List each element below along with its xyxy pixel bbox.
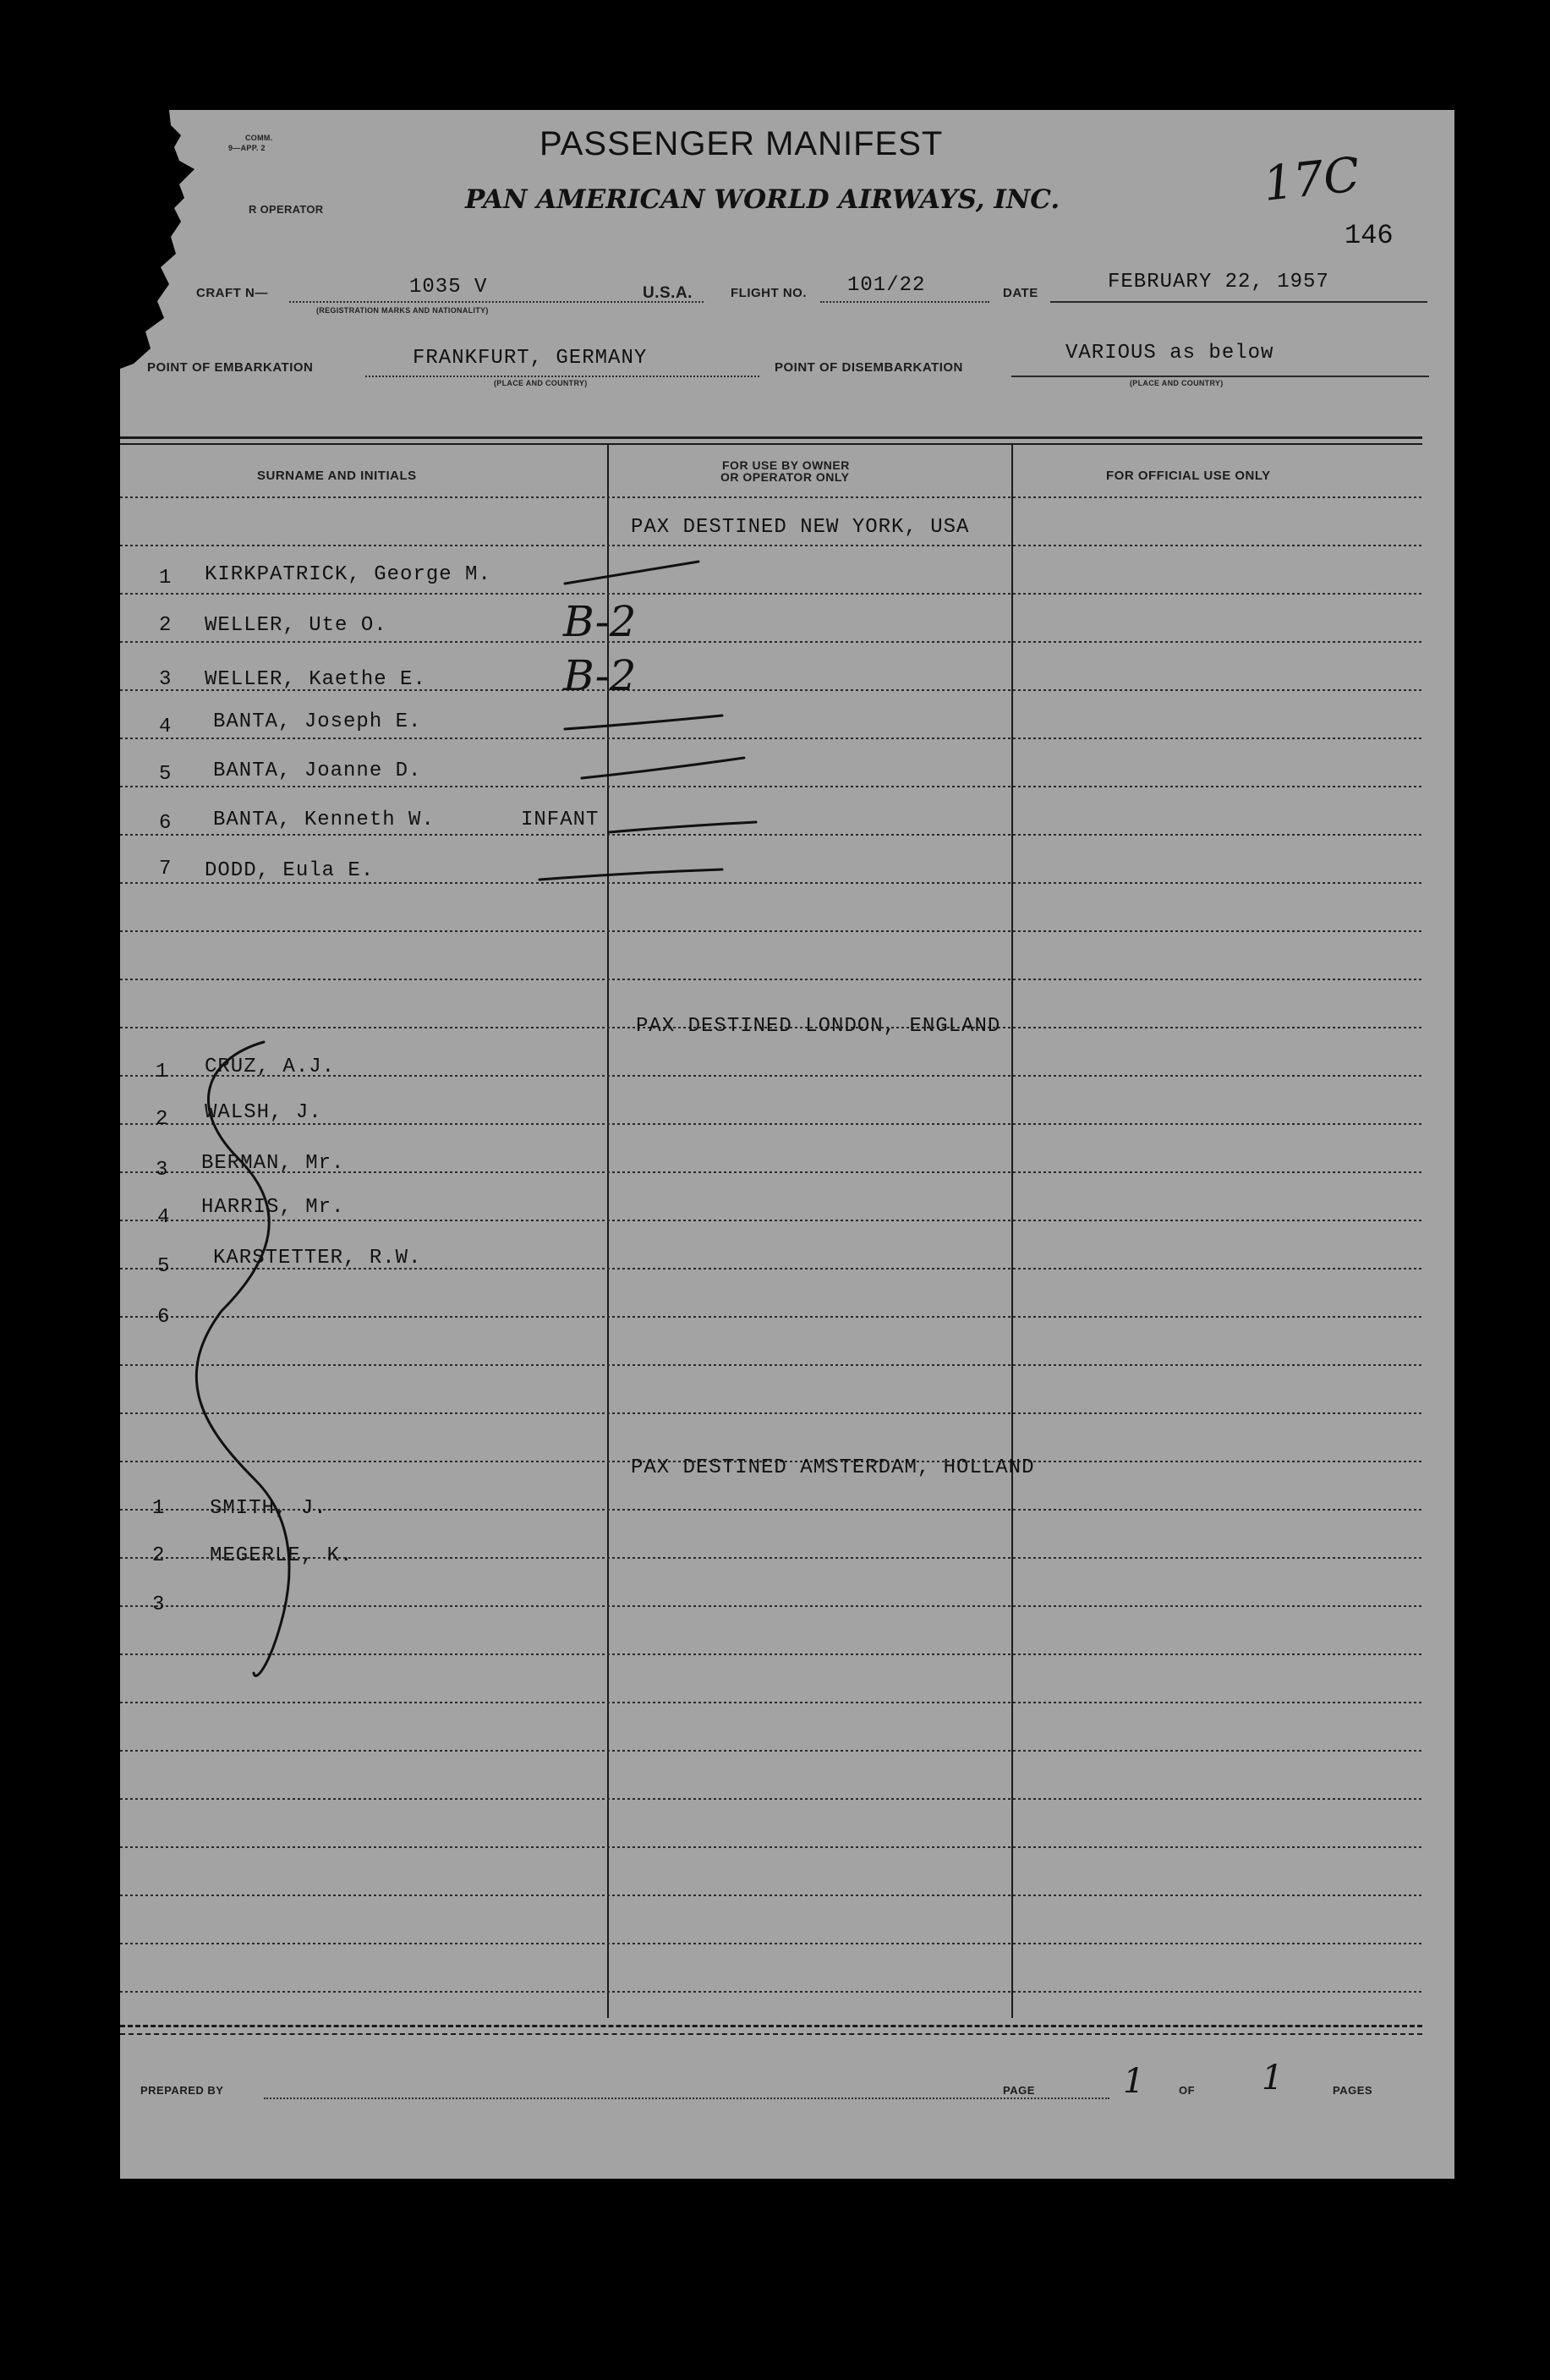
nationality-label: U.S.A. <box>643 284 693 302</box>
passenger-number: 6 <box>157 1306 170 1329</box>
disembarkation-label: POINT OF DISEMBARKATION <box>775 360 963 375</box>
flight-no-label: FLIGHT NO. <box>731 286 807 300</box>
passenger-name: KARSTETTER, R.W. <box>213 1247 422 1270</box>
aircraft-label: CRAFT N— <box>196 286 268 300</box>
passenger-name: CRUZ, A.J. <box>205 1056 336 1078</box>
group-destination-london: PAX DESTINED LONDON, ENGLAND <box>636 1015 1001 1038</box>
handwritten-annotation: B-2 <box>563 651 637 700</box>
form-code-line2: 9—APP. 2 <box>228 144 266 152</box>
column-header-owner-line2: OR OPERATOR ONLY <box>720 470 850 484</box>
of-label: OF <box>1179 2084 1196 2097</box>
passenger-number: 4 <box>157 1206 170 1229</box>
airline-name: PAN AMERICAN WORLD AIRWAYS, INC. <box>465 184 1060 215</box>
registration-caption: (REGISTRATION MARKS AND NATIONALITY) <box>316 306 489 315</box>
passenger-name: BANTA, Kenneth W. <box>213 809 435 831</box>
passenger-number: 1 <box>156 1061 168 1083</box>
passenger-number: 4 <box>159 716 172 738</box>
passenger-remark: INFANT <box>521 809 600 831</box>
form-code-line1: COMM. <box>245 134 273 142</box>
passenger-number: 5 <box>157 1255 170 1278</box>
passenger-number: 2 <box>159 614 172 637</box>
passenger-name: HARRIS, Mr. <box>201 1196 345 1219</box>
page-number-stamp: 146 <box>1345 220 1394 251</box>
passenger-number: 6 <box>159 812 172 835</box>
flight-date-value: FEBRUARY 22, 1957 <box>1108 271 1329 293</box>
embarkation-caption: (PLACE AND COUNTRY) <box>494 379 588 387</box>
group-destination-amsterdam: PAX DESTINED AMSTERDAM, HOLLAND <box>631 1456 1035 1479</box>
passenger-number: 3 <box>156 1159 168 1182</box>
column-header-owner-line1: FOR USE BY OWNER <box>722 458 850 472</box>
handwritten-bracket <box>120 110 1454 2179</box>
embarkation-label: POINT OF EMBARKATION <box>147 360 314 375</box>
handwritten-reference: 17C <box>1260 147 1363 212</box>
passenger-number: 3 <box>152 1593 165 1616</box>
group-destination-new-york: PAX DESTINED NEW YORK, USA <box>631 516 970 539</box>
passenger-name: SMITH, J. <box>210 1497 327 1520</box>
passenger-number: 1 <box>159 567 172 590</box>
embarkation-value: FRANKFURT, GERMANY <box>413 347 648 370</box>
passenger-name: BERMAN, Mr. <box>201 1152 345 1175</box>
page-label: PAGE <box>1003 2084 1035 2097</box>
date-label: DATE <box>1003 286 1038 300</box>
passenger-number: 1 <box>152 1497 165 1520</box>
prepared-by-label: PREPARED BY <box>140 2084 224 2097</box>
passenger-name: MEGERLE, K. <box>210 1544 353 1567</box>
passenger-number: 5 <box>159 763 172 786</box>
registration-value: 1035 V <box>409 276 488 299</box>
column-header-official: FOR OFFICIAL USE ONLY <box>1106 469 1271 483</box>
passenger-name: BANTA, Joanne D. <box>213 760 422 782</box>
passenger-number: 2 <box>152 1544 165 1567</box>
disembarkation-caption: (PLACE AND COUNTRY) <box>1130 379 1224 387</box>
passenger-number: 2 <box>156 1108 168 1131</box>
passenger-name: WALSH, J. <box>205 1101 322 1124</box>
passenger-name: DODD, Eula E. <box>205 859 375 882</box>
passenger-name: WELLER, Ute O. <box>205 614 387 637</box>
disembarkation-value: VARIOUS as below <box>1065 342 1274 365</box>
passenger-name: KIRKPATRICK, George M. <box>205 563 491 586</box>
handwritten-annotation: B-2 <box>563 597 637 646</box>
flight-no-value: 101/22 <box>847 274 926 297</box>
manifest-sheet <box>120 110 1454 2179</box>
page-value: 1 <box>1123 2062 1145 2101</box>
page-title: PASSENGER MANIFEST <box>539 125 944 162</box>
pages-total-value: 1 <box>1262 2059 1284 2098</box>
passenger-number: 7 <box>159 858 172 880</box>
passenger-name: BANTA, Joseph E. <box>213 710 422 733</box>
passenger-number: 3 <box>159 668 172 691</box>
pages-label: PAGES <box>1333 2084 1373 2097</box>
column-header-surname: SURNAME AND INITIALS <box>257 469 417 483</box>
owner-label: R OPERATOR <box>249 203 324 216</box>
passenger-name: WELLER, Kaethe E. <box>205 668 426 691</box>
